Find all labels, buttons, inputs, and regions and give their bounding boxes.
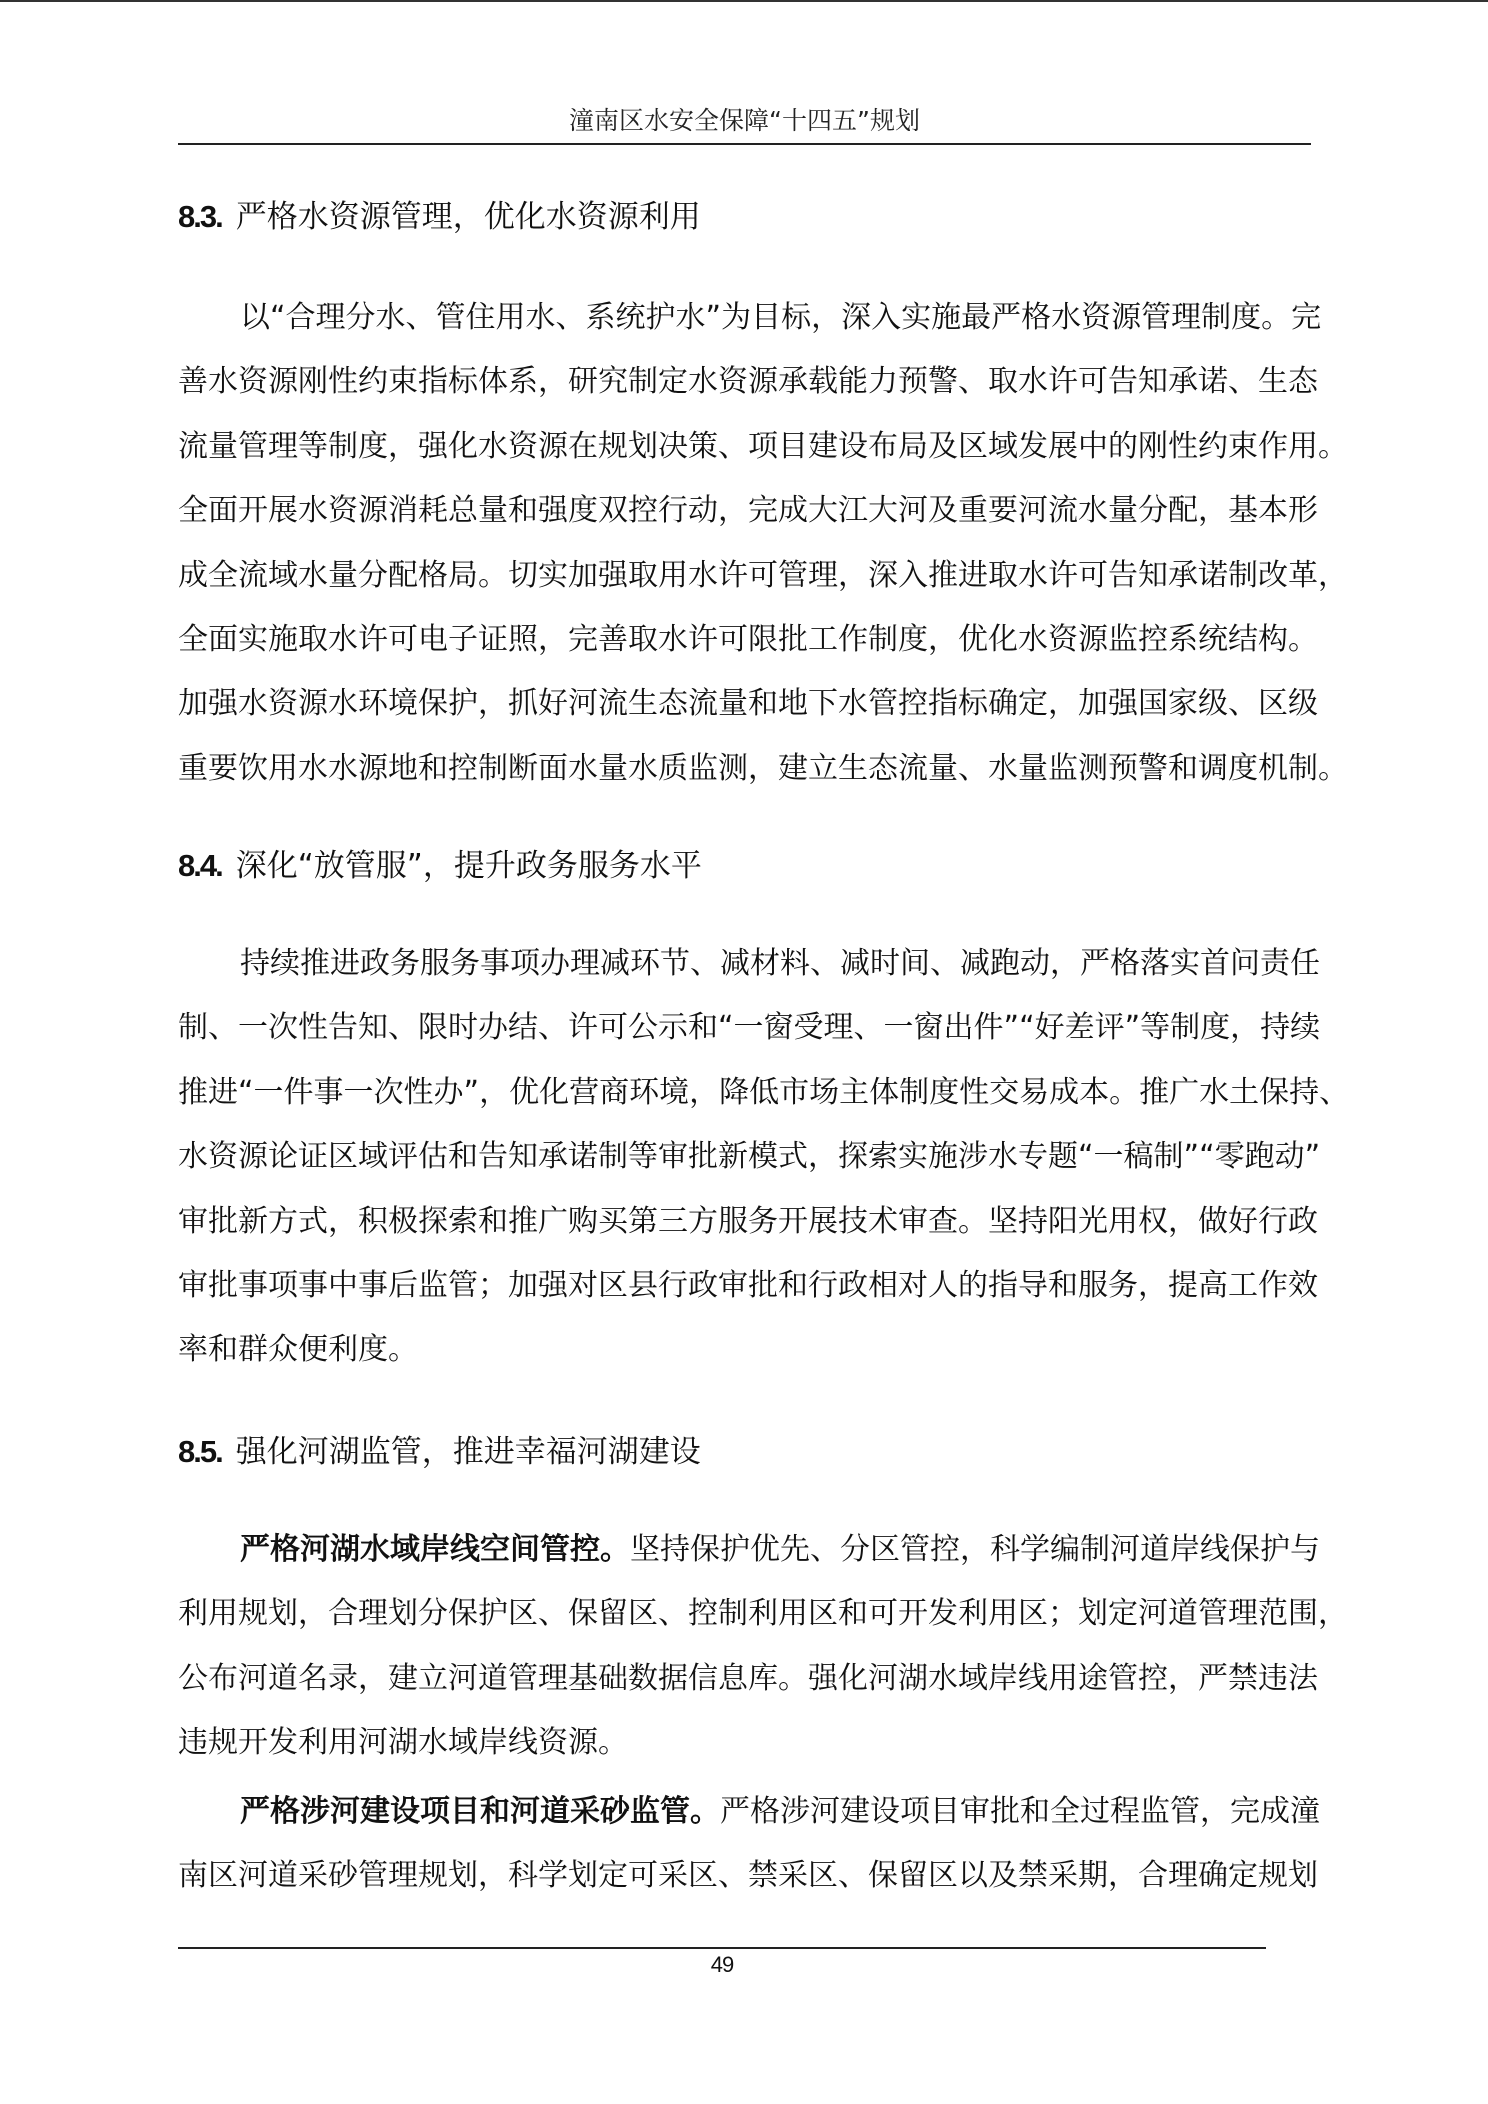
- text-line: [178, 1780, 1320, 1844]
- text-line: [178, 350, 1318, 414]
- line-text: 制、一次性告知、限时办结、许可公示和“一窗受理、一窗出件”“好差评”等制度，持续: [178, 1010, 1321, 1046]
- line-text: 公布河道名录，建立河道管理基础数据信息库。强化河湖水域岸线用途管控，严禁违法: [178, 1660, 1318, 1696]
- text-line: [178, 479, 1318, 543]
- text-line: [178, 1518, 1320, 1582]
- bold-lead-in: 严格河湖水域岸线空间管控。: [240, 1532, 630, 1567]
- line-text: 利用规划，合理划分保护区、保留区、控制利用区和可开发利用区；划定河道管理范围，: [178, 1596, 1348, 1632]
- line-text: 推进“一件事一次性办”，优化营商环境，降低市场主体制度性交易成本。推广水土保持、: [178, 1074, 1350, 1110]
- section-number: 8.3.: [178, 199, 222, 234]
- footer-rule: [178, 1947, 1266, 1949]
- line-text: 善水资源刚性约束指标体系，研究制定水资源承载能力预警、取水许可告知承诺、生态: [178, 364, 1318, 400]
- line-text: 违规开发利用河湖水域岸线资源。: [178, 1725, 628, 1761]
- paragraph: [178, 932, 1350, 1383]
- line-text: 加强水资源水环境保护，抓好河流生态流量和地下水管控指标确定，加强国家级、区级: [178, 686, 1318, 722]
- line-text: 全面开展水资源消耗总量和强度双控行动，完成大江大河及重要河流水量分配，基本形: [178, 493, 1318, 529]
- text-line: [178, 737, 1348, 801]
- page-number: 49: [710, 1952, 734, 1977]
- section-title: 严格水资源管理，优化水资源利用: [235, 199, 701, 235]
- paragraph: [178, 286, 1348, 801]
- text-line: [178, 1318, 1312, 1382]
- section-title: 强化河湖监管，推进幸福河湖建设: [235, 1434, 701, 1470]
- running-header: 潼南区水安全保障“十四五”规划: [569, 106, 920, 135]
- section-heading-8-3: [178, 195, 701, 239]
- text-line: [178, 608, 1318, 672]
- line-text: 持续推进政务服务事项办理减环节、减材料、减时间、减跑动，严格落实首问责任: [240, 946, 1320, 981]
- line-text: 流量管理等制度，强化水资源在规划决策、项目建设布局及区域发展中的刚性约束作用。: [178, 428, 1348, 464]
- line-text: 审批事项事中事后监管；加强对区县行政审批和行政相对人的指导和服务，提高工作效: [178, 1267, 1318, 1303]
- text-line: [178, 1582, 1348, 1646]
- page-top-border: [0, 0, 1488, 2]
- line-text: 重要饮用水水源地和控制断面水量水质监测，建立生态流量、水量监测预警和调度机制。: [178, 750, 1348, 786]
- paragraph: [178, 1780, 1320, 1909]
- text-line: [178, 415, 1348, 479]
- paragraph: [178, 1518, 1348, 1776]
- section-title: 深化“放管服”，提升政务服务水平: [235, 848, 702, 884]
- section-heading-8-5: [178, 1430, 701, 1474]
- text-line: [178, 1647, 1318, 1711]
- text-line: [178, 1190, 1318, 1254]
- text-line: [178, 996, 1321, 1060]
- text-line: [178, 1844, 1318, 1908]
- text-line: [178, 1254, 1318, 1318]
- text-line: [178, 1061, 1350, 1125]
- section-heading-8-4: [178, 844, 702, 888]
- section-number: 8.4.: [178, 848, 222, 883]
- bold-lead-in: 严格涉河建设项目和河道采砂监管。: [240, 1794, 720, 1829]
- line-text: 坚持保护优先、分区管控，科学编制河道岸线保护与: [630, 1532, 1320, 1567]
- line-text: 全面实施取水许可电子证照，完善取水许可限批工作制度，优化水资源监控系统结构。: [178, 621, 1318, 657]
- line-text: 成全流域水量分配格局。切实加强取用水许可管理，深入推进取水许可告知承诺制改革，: [178, 557, 1348, 593]
- line-text: 水资源论证区域评估和告知承诺制等审批新模式，探索实施涉水专题“一稿制”“零跑动”: [178, 1139, 1321, 1175]
- text-line: [178, 932, 1320, 996]
- text-line: [178, 1711, 1312, 1775]
- line-text: 严格涉河建设项目审批和全过程监管，完成潼: [720, 1794, 1320, 1829]
- line-text: 以“合理分水、管住用水、系统护水”为目标，深入实施最严格水资源管理制度。完: [240, 300, 1322, 335]
- text-line: [178, 672, 1318, 736]
- text-line: [178, 1125, 1321, 1189]
- line-text: 率和群众便利度。: [178, 1332, 418, 1368]
- line-text: 南区河道采砂管理规划，科学划定可采区、禁采区、保留区以及禁采期，合理确定规划: [178, 1858, 1318, 1894]
- header-rule: [178, 143, 1311, 145]
- section-number: 8.5.: [178, 1434, 222, 1469]
- text-line: [178, 544, 1348, 608]
- text-line: [178, 286, 1322, 350]
- line-text: 审批新方式，积极探索和推广购买第三方服务开展技术审查。坚持阳光用权，做好行政: [178, 1203, 1318, 1239]
